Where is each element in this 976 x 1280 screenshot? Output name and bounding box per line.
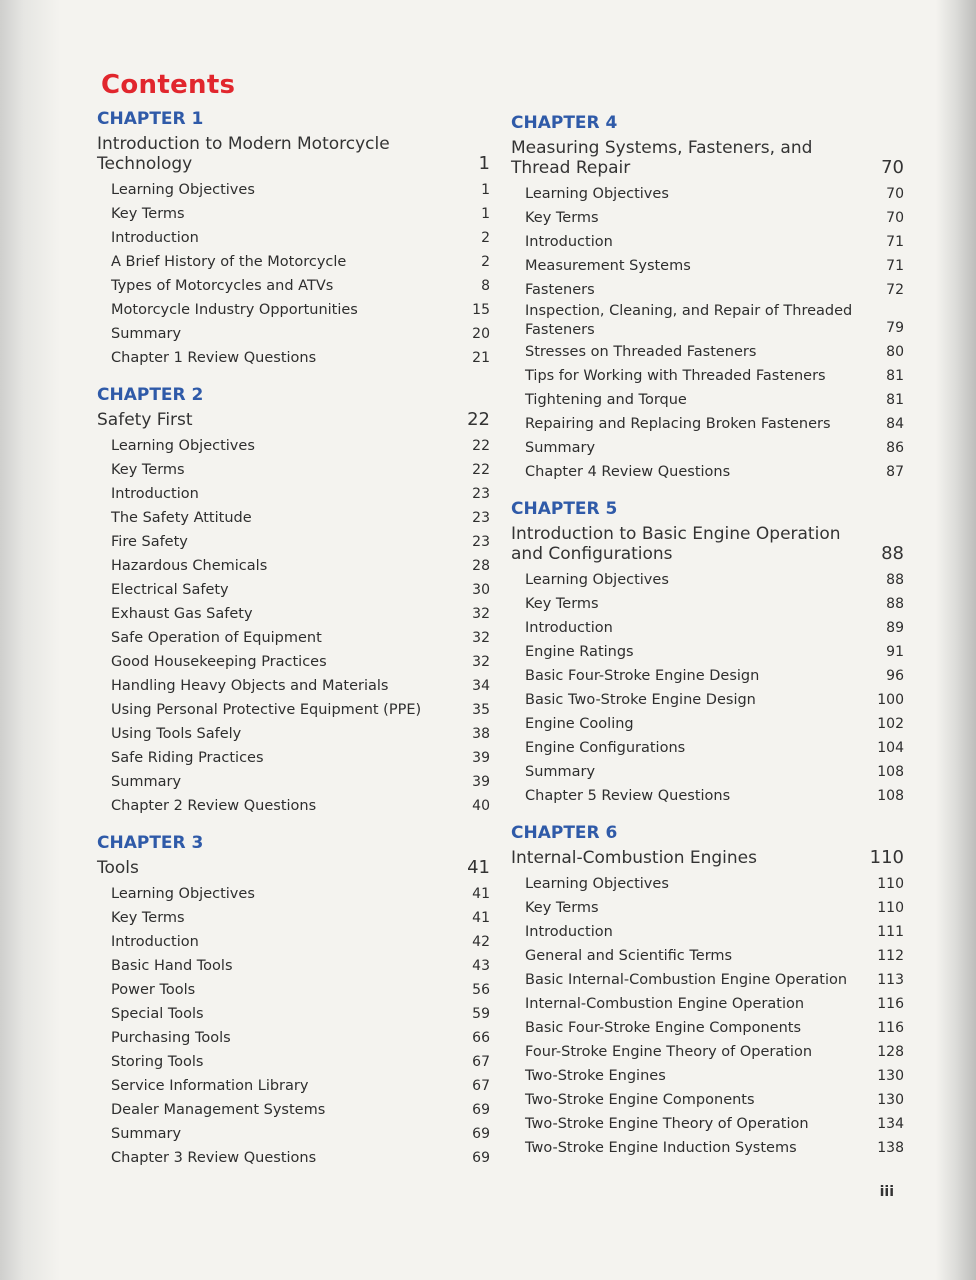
toc-entry-page: 32	[472, 630, 490, 646]
toc-entry-title: Key Terms	[525, 596, 599, 612]
toc-entry-title: Basic Two-Stroke Engine Design	[525, 692, 756, 708]
toc-entry-page: 67	[472, 1078, 490, 1094]
toc-entry-page: 108	[877, 788, 904, 804]
toc-entry[interactable]	[97, 1146, 490, 1170]
toc-entry-page: 88	[886, 572, 904, 588]
toc-entry-title: Types of Motorcycles and ATVs	[111, 278, 334, 294]
chapter-page: 88	[881, 543, 904, 564]
toc-entry[interactable]	[97, 1026, 490, 1050]
toc-entry-title: Hazardous Chemicals	[111, 558, 268, 574]
toc-entry-page: 112	[877, 948, 904, 964]
toc-entry[interactable]	[97, 346, 490, 370]
chapter-label: CHAPTER 6	[511, 823, 618, 843]
toc-entry-title: Chapter 2 Review Questions	[111, 798, 317, 814]
toc-entry-page: 67	[472, 1054, 490, 1070]
toc-entry-page: 110	[877, 876, 904, 892]
toc-entry-page: 41	[472, 886, 490, 902]
toc-entry-title: Fasteners	[525, 282, 595, 298]
toc-entry-page: 70	[886, 186, 904, 202]
page-title: Contents	[101, 70, 236, 100]
toc-entry-page: 8	[481, 278, 490, 294]
toc-entry-page: 32	[472, 654, 490, 670]
toc-entry-page: 2	[481, 254, 490, 270]
toc-entry-title: Dealer Management Systems	[111, 1102, 326, 1118]
chapter-heading[interactable]	[97, 134, 490, 174]
toc-entry-page: 42	[472, 934, 490, 950]
page-number: iii	[879, 1184, 894, 1200]
toc-entry-page: 96	[886, 668, 904, 684]
chapter-page: 70	[881, 157, 904, 178]
toc-entry[interactable]	[511, 340, 904, 364]
toc-entry[interactable]	[97, 882, 490, 906]
chapter-label: CHAPTER 3	[97, 833, 204, 853]
toc-entry-page: 21	[472, 350, 490, 366]
toc-entry-title: Purchasing Tools	[111, 1030, 231, 1046]
toc-entry[interactable]	[511, 872, 904, 896]
chapter-title: Introduction to Modern Motorcycle Technology	[97, 134, 390, 174]
toc-left-column	[97, 108, 490, 1184]
toc-entry-title: Key Terms	[525, 900, 599, 916]
toc-entry-page: 81	[886, 368, 904, 384]
chapter-label: CHAPTER 1	[97, 109, 204, 129]
toc-entry[interactable]	[97, 274, 490, 298]
toc-entry-page: 22	[472, 462, 490, 478]
toc-entry[interactable]	[97, 298, 490, 322]
toc-entry-title: Engine Cooling	[525, 716, 634, 732]
toc-entry-title: Fire Safety	[111, 534, 188, 550]
page-edge-shadow	[936, 0, 976, 1280]
chapter-title: Safety First	[97, 410, 193, 430]
toc-entry-title: Basic Hand Tools	[111, 958, 233, 974]
chapter-title: Measuring Systems, Fasteners, and Thread Repair	[511, 138, 813, 178]
chapter-label: CHAPTER 2	[97, 385, 204, 405]
toc-entry-title: Service Information Library	[111, 1078, 309, 1094]
toc-entry-page: 30	[472, 582, 490, 598]
toc-entry-page: 80	[886, 344, 904, 360]
toc-entry-page: 87	[886, 464, 904, 480]
toc-entry-title: Learning Objectives	[111, 886, 255, 902]
toc-entry-page: 71	[886, 258, 904, 274]
toc-entry-page: 15	[472, 302, 490, 318]
toc-entry-title: Introduction	[525, 924, 613, 940]
toc-entry[interactable]	[511, 664, 904, 688]
toc-entry-title: Introduction	[111, 486, 199, 502]
toc-entry-title: Basic Internal-Combustion Engine Operation	[525, 972, 848, 988]
toc-entry[interactable]	[511, 712, 904, 736]
toc-entry[interactable]	[511, 278, 904, 302]
toc-entry[interactable]	[511, 1064, 904, 1088]
toc-entry-title: Basic Four-Stroke Engine Design	[525, 668, 760, 684]
toc-entry[interactable]	[97, 626, 490, 650]
toc-entry[interactable]	[97, 978, 490, 1002]
toc-entry-title: Electrical Safety	[111, 582, 229, 598]
toc-entry[interactable]	[511, 254, 904, 278]
toc-entry[interactable]	[511, 206, 904, 230]
toc-entry-page: 34	[472, 678, 490, 694]
toc-entry-title: Tightening and Torque	[525, 392, 687, 408]
chapter-section	[511, 498, 904, 808]
toc-entry-page: 23	[472, 534, 490, 550]
toc-entry-title: Introduction	[525, 620, 613, 636]
toc-entry-page: 2	[481, 230, 490, 246]
chapter-page: 22	[467, 409, 490, 430]
chapter-heading[interactable]	[511, 848, 904, 868]
toc-entry-page: 138	[877, 1140, 904, 1156]
toc-entry-page: 81	[886, 392, 904, 408]
toc-entry[interactable]	[97, 482, 490, 506]
toc-entry-title: Summary	[111, 326, 182, 342]
toc-entry[interactable]	[97, 602, 490, 626]
toc-entry[interactable]	[97, 434, 490, 458]
toc-entry-title: Chapter 1 Review Questions	[111, 350, 317, 366]
toc-entry-title: Two-Stroke Engine Theory of Operation	[525, 1116, 809, 1132]
toc-entry-title: Key Terms	[111, 910, 185, 926]
toc-entry[interactable]	[511, 1016, 904, 1040]
toc-entry[interactable]	[511, 616, 904, 640]
chapter-label: CHAPTER 5	[511, 499, 618, 519]
chapter-section	[511, 822, 904, 1160]
toc-entry[interactable]	[511, 460, 904, 484]
toc-entry-title: Using Tools Safely	[111, 726, 242, 742]
toc-entry-page: 108	[877, 764, 904, 780]
toc-entry[interactable]	[511, 784, 904, 808]
toc-entry[interactable]	[511, 640, 904, 664]
toc-entry-title: Power Tools	[111, 982, 196, 998]
toc-entry[interactable]	[97, 954, 490, 978]
chapter-section	[97, 108, 490, 370]
toc-entry-page: 89	[886, 620, 904, 636]
toc-entry[interactable]	[97, 322, 490, 346]
toc-entry-title: Special Tools	[111, 1006, 204, 1022]
chapter-heading[interactable]	[511, 138, 904, 178]
toc-entry[interactable]	[511, 1112, 904, 1136]
toc-entry-page: 1	[481, 182, 490, 198]
chapter-title: Tools	[97, 858, 139, 878]
toc-entry[interactable]	[511, 182, 904, 206]
toc-entry-title: Internal-Combustion Engine Operation	[525, 996, 805, 1012]
chapter-page: 1	[478, 153, 490, 174]
toc-entry-page: 111	[877, 924, 904, 940]
toc-entry-page: 59	[472, 1006, 490, 1022]
toc-entry[interactable]	[97, 554, 490, 578]
toc-entry[interactable]	[511, 760, 904, 784]
toc-entry-page: 56	[472, 982, 490, 998]
toc-entry[interactable]	[97, 1074, 490, 1098]
toc-entry-title: Learning Objectives	[111, 182, 255, 198]
toc-entry-page: 130	[877, 1092, 904, 1108]
toc-entry-title: Summary	[525, 764, 596, 780]
toc-entry-page: 110	[877, 900, 904, 916]
toc-entry-page: 39	[472, 774, 490, 790]
toc-entry-page: 40	[472, 798, 490, 814]
toc-entry-page: 71	[886, 234, 904, 250]
toc-entry[interactable]	[511, 388, 904, 412]
toc-entry-page: 41	[472, 910, 490, 926]
toc-entry[interactable]	[97, 650, 490, 674]
toc-entry[interactable]	[97, 578, 490, 602]
toc-entry-title: Chapter 5 Review Questions	[525, 788, 731, 804]
toc-entry-page: 32	[472, 606, 490, 622]
toc-entry-page: 102	[877, 716, 904, 732]
toc-entry-page: 22	[472, 438, 490, 454]
toc-entry-title: Good Housekeeping Practices	[111, 654, 327, 670]
toc-entry[interactable]	[97, 178, 490, 202]
toc-entry-page: 35	[472, 702, 490, 718]
toc-entry-page: 1	[481, 206, 490, 222]
page-gutter-shadow	[0, 0, 60, 1280]
toc-entry-page: 116	[877, 996, 904, 1012]
toc-entry-title: Key Terms	[111, 206, 185, 222]
toc-entry[interactable]	[511, 944, 904, 968]
toc-entry-title: Introduction	[111, 934, 199, 950]
toc-entry[interactable]	[97, 202, 490, 226]
toc-entry-title: Two-Stroke Engines	[525, 1068, 666, 1084]
toc-entry[interactable]	[511, 968, 904, 992]
toc-entry-title: Chapter 4 Review Questions	[525, 464, 731, 480]
toc-entry-title: Using Personal Protective Equipment (PPE)	[111, 702, 422, 718]
toc-entry[interactable]	[511, 1088, 904, 1112]
toc-entry-title: Motorcycle Industry Opportunities	[111, 302, 358, 318]
toc-entry-page: 79	[886, 320, 904, 336]
toc-entry-page: 66	[472, 1030, 490, 1046]
toc-entry-title: Safe Riding Practices	[111, 750, 264, 766]
chapter-label: CHAPTER 4	[511, 113, 618, 133]
chapter-heading[interactable]	[97, 858, 490, 878]
toc-entry[interactable]	[511, 1136, 904, 1160]
chapter-title: Internal-Combustion Engines	[511, 848, 757, 868]
toc-entry[interactable]	[97, 930, 490, 954]
toc-entry[interactable]	[97, 506, 490, 530]
toc-entry-page: 28	[472, 558, 490, 574]
toc-entry-page: 69	[472, 1126, 490, 1142]
toc-entry-page: 43	[472, 958, 490, 974]
toc-entry-title: Learning Objectives	[525, 572, 669, 588]
toc-right-column	[511, 112, 904, 1174]
toc-entry-title: Key Terms	[525, 210, 599, 226]
toc-entry[interactable]	[511, 1040, 904, 1064]
toc-entry-page: 84	[886, 416, 904, 432]
toc-entry-title: The Safety Attitude	[111, 510, 252, 526]
toc-entry-page: 23	[472, 486, 490, 502]
toc-entry-page: 72	[886, 282, 904, 298]
toc-entry-page: 91	[886, 644, 904, 660]
toc-entry[interactable]	[511, 896, 904, 920]
toc-entry[interactable]	[97, 674, 490, 698]
toc-entry-page: 113	[877, 972, 904, 988]
toc-entry[interactable]	[97, 698, 490, 722]
toc-entry-title: Summary	[525, 440, 596, 456]
toc-entry-page: 86	[886, 440, 904, 456]
toc-entry-page: 20	[472, 326, 490, 342]
toc-entry-page: 128	[877, 1044, 904, 1060]
toc-entry[interactable]	[511, 688, 904, 712]
toc-entry[interactable]	[97, 226, 490, 250]
toc-entry-title: Chapter 3 Review Questions	[111, 1150, 317, 1166]
toc-entry-page: 69	[472, 1150, 490, 1166]
toc-entry[interactable]	[97, 722, 490, 746]
toc-entry-page: 70	[886, 210, 904, 226]
chapter-heading[interactable]	[511, 524, 904, 564]
toc-entry[interactable]	[97, 530, 490, 554]
toc-entry[interactable]	[97, 906, 490, 930]
toc-entry-title: Summary	[111, 774, 182, 790]
toc-entry-title: Learning Objectives	[111, 438, 255, 454]
toc-entry-title: Safe Operation of Equipment	[111, 630, 322, 646]
toc-entry-page: 104	[877, 740, 904, 756]
toc-entry-title: Learning Objectives	[525, 876, 669, 892]
toc-entry-title: Four-Stroke Engine Theory of Operation	[525, 1044, 813, 1060]
toc-entry-title: Introduction	[525, 234, 613, 250]
toc-entry[interactable]	[97, 250, 490, 274]
toc-entry-page: 116	[877, 1020, 904, 1036]
toc-entry-title: Basic Four-Stroke Engine Components	[525, 1020, 802, 1036]
toc-entry-title: Stresses on Threaded Fasteners	[525, 344, 757, 360]
toc-entry-title: Summary	[111, 1126, 182, 1142]
toc-entry[interactable]	[511, 568, 904, 592]
toc-entry-page: 39	[472, 750, 490, 766]
toc-entry-title: Engine Configurations	[525, 740, 686, 756]
toc-entry[interactable]	[511, 436, 904, 460]
toc-entry-title: Introduction	[111, 230, 199, 246]
toc-entry[interactable]	[97, 1122, 490, 1146]
chapter-section	[97, 384, 490, 818]
toc-entry-page: 88	[886, 596, 904, 612]
toc-entry[interactable]	[97, 746, 490, 770]
chapter-page: 41	[467, 857, 490, 878]
toc-entry[interactable]	[511, 364, 904, 388]
toc-entry-title: Two-Stroke Engine Components	[525, 1092, 755, 1108]
toc-entry-page: 130	[877, 1068, 904, 1084]
toc-entry[interactable]	[97, 458, 490, 482]
toc-entry[interactable]	[97, 1050, 490, 1074]
toc-entry-page: 100	[877, 692, 904, 708]
toc-entry[interactable]	[511, 412, 904, 436]
toc-entry-page: 69	[472, 1102, 490, 1118]
toc-entry-page: 134	[877, 1116, 904, 1132]
toc-entry[interactable]	[511, 920, 904, 944]
toc-entry-page: 38	[472, 726, 490, 742]
toc-entry-title: Exhaust Gas Safety	[111, 606, 253, 622]
toc-entry-title: Engine Ratings	[525, 644, 634, 660]
toc-entry-title: Key Terms	[111, 462, 185, 478]
chapter-page: 110	[869, 847, 904, 868]
toc-entry[interactable]	[97, 770, 490, 794]
toc-entry-title: General and Scientific Terms	[525, 948, 733, 964]
toc-entry-title: Two-Stroke Engine Induction Systems	[525, 1140, 797, 1156]
chapter-section	[511, 112, 904, 484]
toc-entry-title: Repairing and Replacing Broken Fasteners	[525, 416, 831, 432]
toc-entry-title: Measurement Systems	[525, 258, 691, 274]
toc-entry-title: Inspection, Cleaning, and Repair of Threaded Fasteners	[525, 303, 853, 338]
toc-entry-title: A Brief History of the Motorcycle	[111, 254, 347, 270]
toc-entry[interactable]	[511, 302, 904, 340]
toc-entry-page: 23	[472, 510, 490, 526]
chapter-section	[97, 832, 490, 1170]
toc-entry[interactable]	[511, 992, 904, 1016]
toc-entry[interactable]	[511, 592, 904, 616]
chapter-heading[interactable]	[97, 410, 490, 430]
chapter-title: Introduction to Basic Engine Operation and Configurations	[511, 524, 841, 564]
toc-entry[interactable]	[97, 1002, 490, 1026]
toc-entry-title: Handling Heavy Objects and Materials	[111, 678, 389, 694]
toc-entry[interactable]	[97, 1098, 490, 1122]
toc-entry-title: Storing Tools	[111, 1054, 204, 1070]
toc-entry-title: Tips for Working with Threaded Fasteners	[525, 368, 826, 384]
toc-entry[interactable]	[511, 230, 904, 254]
toc-entry[interactable]	[511, 736, 904, 760]
toc-entry-title: Learning Objectives	[525, 186, 669, 202]
toc-entry[interactable]	[97, 794, 490, 818]
